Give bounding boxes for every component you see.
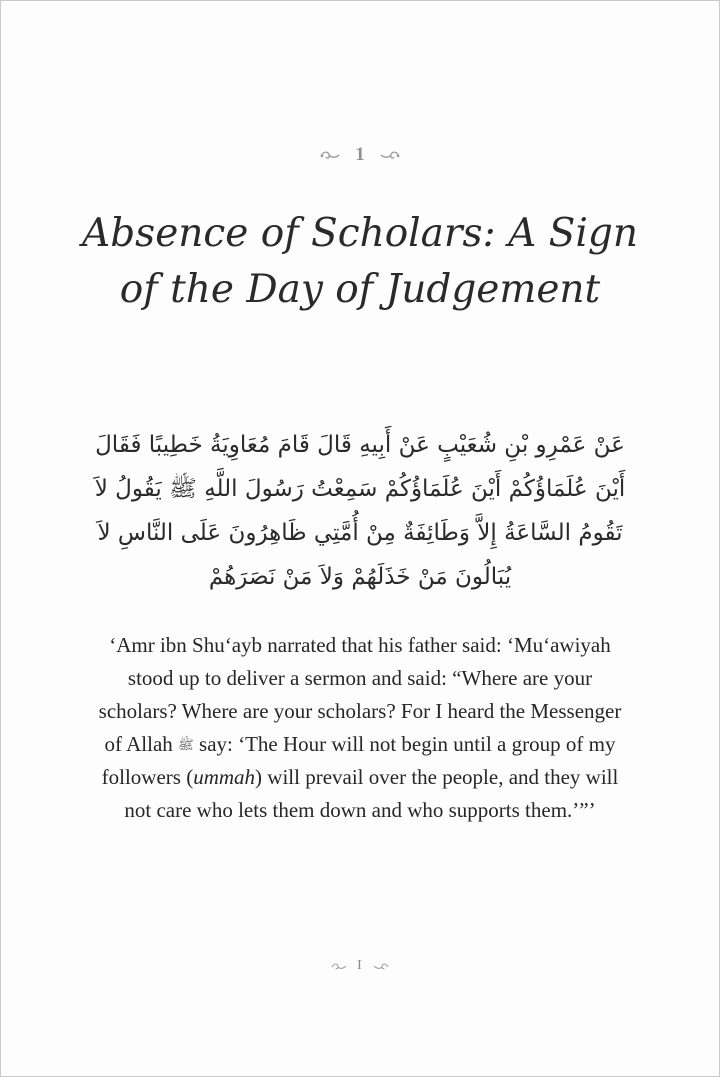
translation-part-3: ) will prevail over the people, and they will not care who lets them down and who supports them.’”’ <box>124 765 619 822</box>
chapter-number: 1 <box>355 144 365 165</box>
salutation-glyph: ﷺ <box>178 737 194 752</box>
flourish-left-icon <box>319 149 341 161</box>
chapter-marker <box>1 141 719 169</box>
translation-part-2: say: ‘The Hour will not begin until a group of my followers ( <box>101 732 616 789</box>
page-footer <box>1 954 719 978</box>
footer-flourish-right-icon <box>373 962 389 971</box>
arabic-hadith-text: عَنْ عَمْرِو بْنِ شُعَيْبٍ عَنْ أَبِيهِ قَالَ قَامَ مُعَاوِيَةُ خَطِيبًا فَقَالَ أَيْنَ عُلَمَاؤُكُمْ أَيْنَ عُلَمَاؤُكُمْ سَمِعْتُ رَسُولَ اللَّهِ ﷺ يَقُولُ لاَ تَقُومُ السَّاعَةُ إِلاَّ وَطَائِفَةٌ مِنْ أُمَّتِي ظَاهِرُونَ عَلَى النَّاسِ لاَ يُبَالُونَ مَنْ خَذَلَهُمْ وَلاَ مَنْ نَصَرَهُمْ <box>94 432 626 590</box>
chapter-title: Absence of Scholars: A Sign of the Day of Judgement <box>82 211 638 312</box>
flourish-right-icon <box>379 149 401 161</box>
page-number: I <box>357 958 363 973</box>
translation-part-1: ‘Amr ibn Shu‘ayb narrated that his father said: ‘Mu‘awiyah stood up to deliver a sermon and said: “Where are your scholars? Where are your scholars? For I heard the Messenger of Allah <box>98 633 622 756</box>
english-translation <box>96 629 624 827</box>
translation-term-ummah: ummah <box>193 765 256 789</box>
footer-flourish-left-icon <box>331 962 347 971</box>
